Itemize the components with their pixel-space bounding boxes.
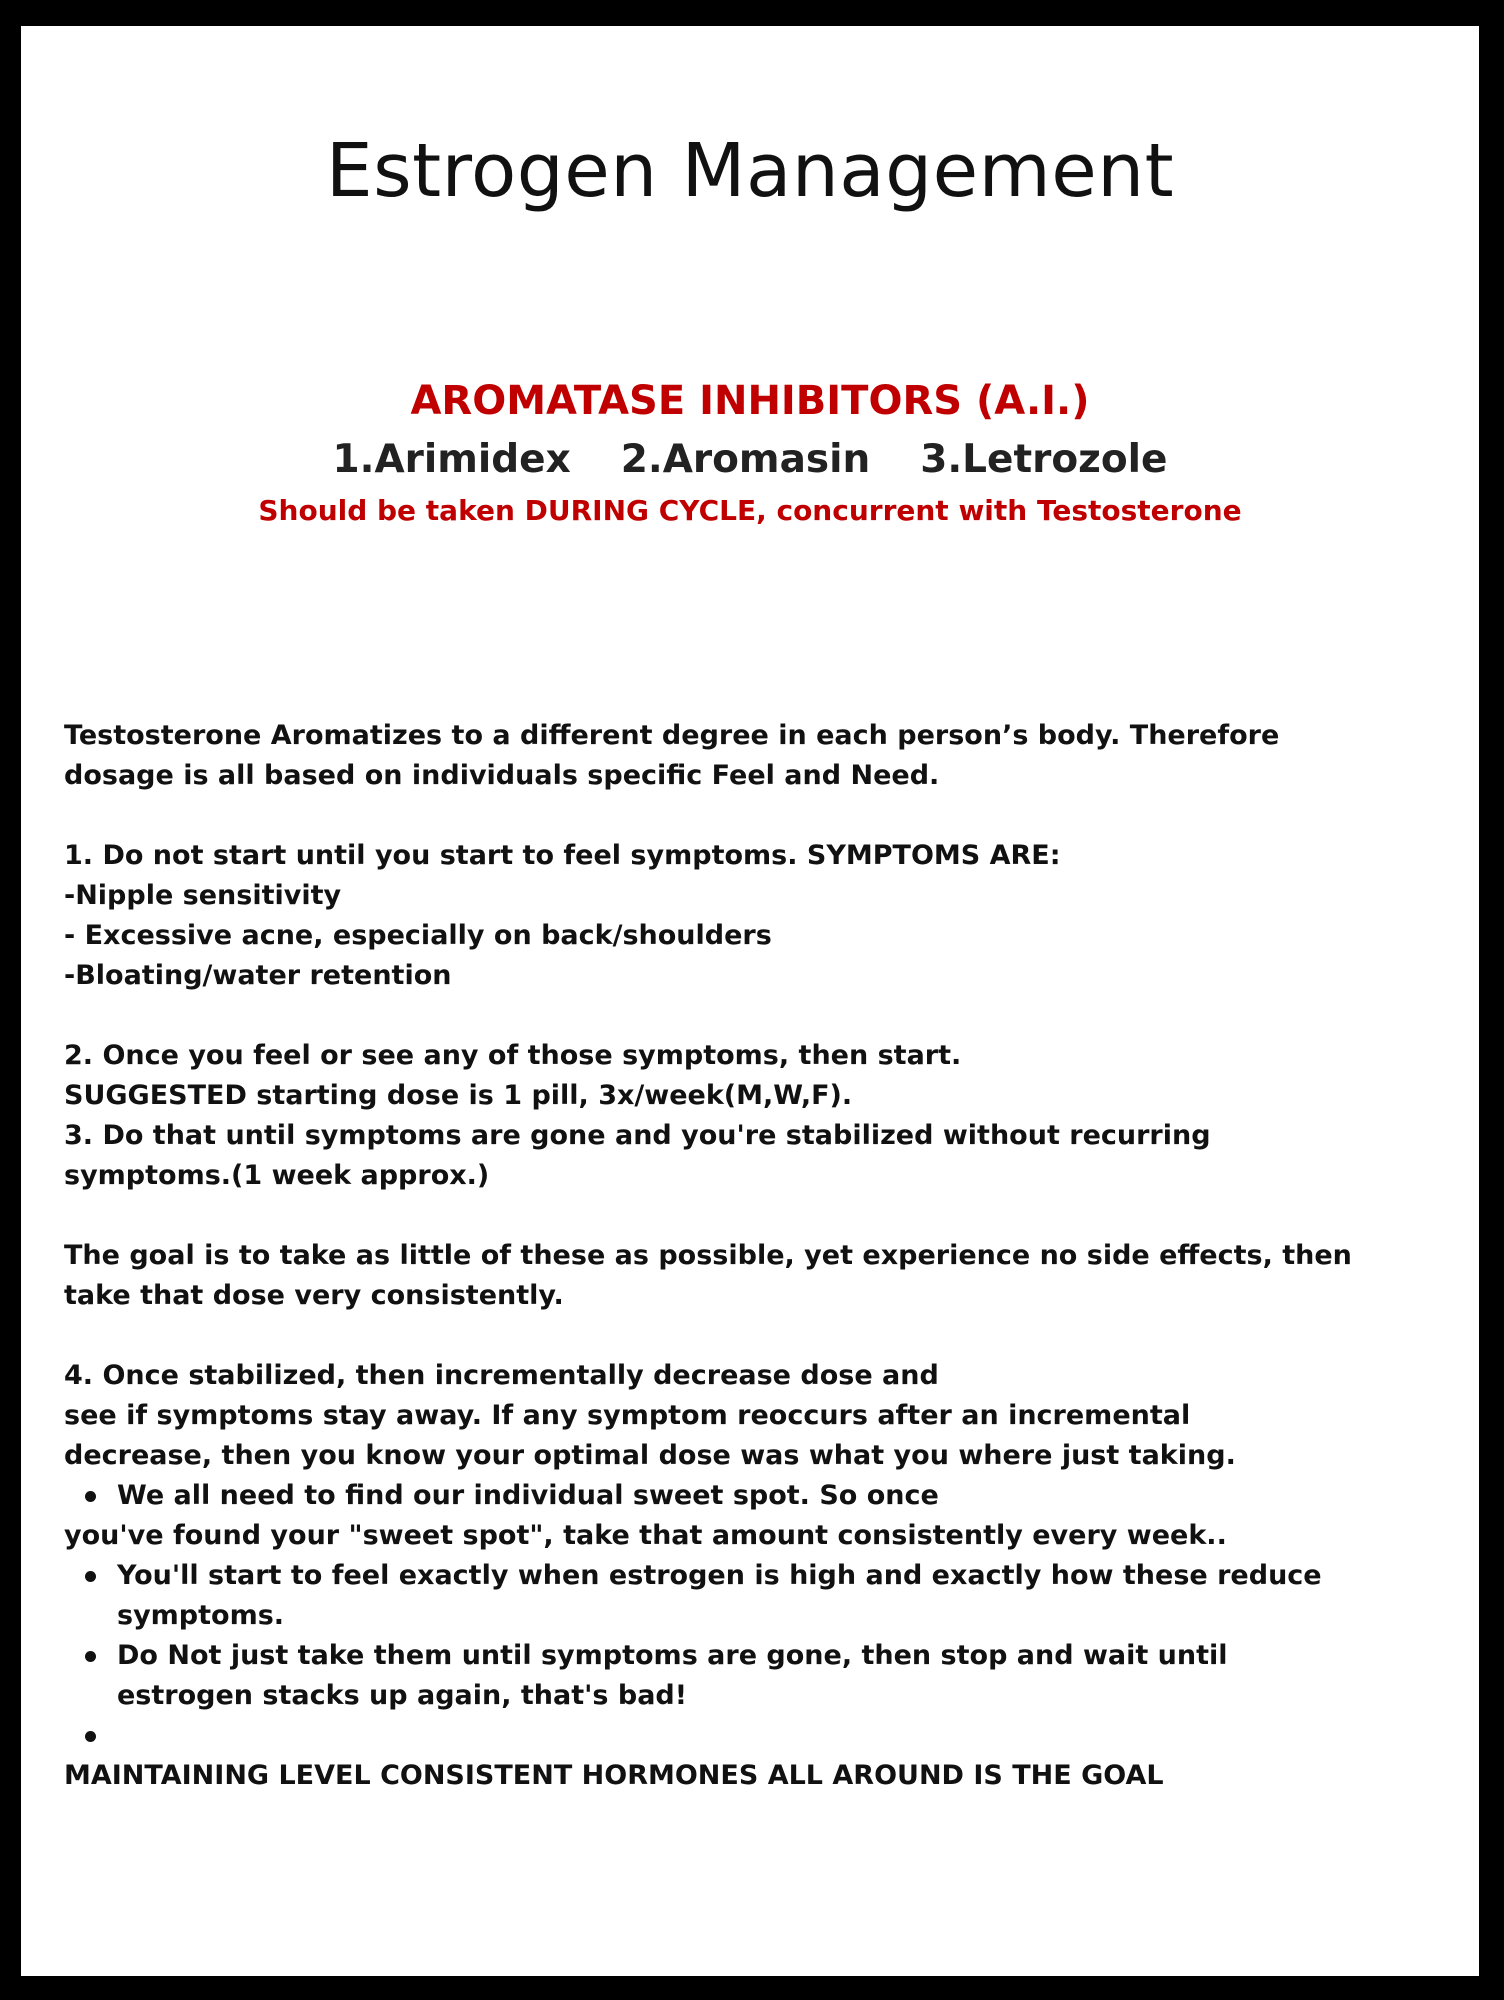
step-4-line: decrease, then you know your optimal dose was what you where just taking. xyxy=(64,1440,1236,1471)
drug-item-aromasin: 2.Aromasin xyxy=(620,437,871,482)
spacer xyxy=(64,1196,1444,1236)
bullet-item xyxy=(64,1636,1444,1716)
step-2-line: SUGGESTED starting dose is 1 pill, 3x/week(M,W,F). xyxy=(64,1080,853,1111)
ai-section-heading: AROMATASE INHIBITORS (A.I.) xyxy=(410,378,1090,424)
page-title: Estrogen Management xyxy=(325,128,1175,214)
step-2-line: 2. Once you feel or see any of those symptoms, then start. xyxy=(64,1040,962,1071)
step-3-line: symptoms.(1 week approx.) xyxy=(64,1160,490,1191)
drug-item-letrozole: 3.Letrozole xyxy=(920,437,1168,482)
bullet-item xyxy=(64,1476,1444,1516)
spacer xyxy=(64,1316,1444,1356)
bullet-text: symptoms. xyxy=(117,1600,285,1631)
step-4-line: 4. Once stabilized, then incrementally decrease dose and xyxy=(64,1360,939,1391)
bullet-text: You'll start to feel exactly when estrogen is high and exactly how these reduce xyxy=(117,1560,1322,1591)
intro-line: Testosterone Aromatizes to a different degree in each person’s body. Therefore xyxy=(64,720,1280,751)
bullet-item-empty xyxy=(64,1716,1444,1756)
bullet-dot-icon xyxy=(85,1731,96,1742)
document-page xyxy=(21,26,1479,1976)
symptom-item: -Nipple sensitivity xyxy=(64,880,342,911)
spacer xyxy=(64,796,1444,836)
closing-statement: MAINTAINING LEVEL CONSISTENT HORMONES ALL AROUND IS THE GOAL xyxy=(64,1760,1164,1791)
step-4-line: see if symptoms stay away. If any symptom reoccurs after an incremental xyxy=(64,1400,1191,1431)
symptom-item: - Excessive acne, especially on back/shoulders xyxy=(64,920,772,951)
drug-list xyxy=(21,435,1479,485)
step-3-line: 3. Do that until symptoms are gone and you're stabilized without recurring xyxy=(64,1120,1211,1151)
goal-line: The goal is to take as little of these as possible, yet experience no side effects, then xyxy=(64,1240,1352,1271)
bullet-continuation-line: you've found your "sweet spot", take that amount consistently every week.. xyxy=(64,1520,1227,1551)
bullet-text: We all need to find our individual sweet spot. So once xyxy=(117,1480,939,1511)
bullet-item xyxy=(64,1556,1444,1636)
bullet-text: Do Not just take them until symptoms are gone, then stop and wait until xyxy=(117,1640,1228,1671)
goal-line: take that dose very consistently. xyxy=(64,1280,564,1311)
step-1-line: 1. Do not start until you start to feel symptoms. SYMPTOMS ARE: xyxy=(64,840,1061,871)
drug-item-arimidex: 1.Arimidex xyxy=(332,437,571,482)
bullet-dot-icon xyxy=(85,1491,96,1502)
bullet-dot-icon xyxy=(85,1571,96,1582)
symptom-item: -Bloating/water retention xyxy=(64,960,452,991)
instructions-body xyxy=(64,716,1444,1796)
bullet-dot-icon xyxy=(85,1651,96,1662)
intro-line: dosage is all based on individuals specific Feel and Need. xyxy=(64,760,940,791)
bullet-text: estrogen stacks up again, that's bad! xyxy=(117,1680,688,1711)
spacer xyxy=(64,996,1444,1036)
timing-note: Should be taken DURING CYCLE, concurrent with Testosterone xyxy=(258,494,1242,527)
